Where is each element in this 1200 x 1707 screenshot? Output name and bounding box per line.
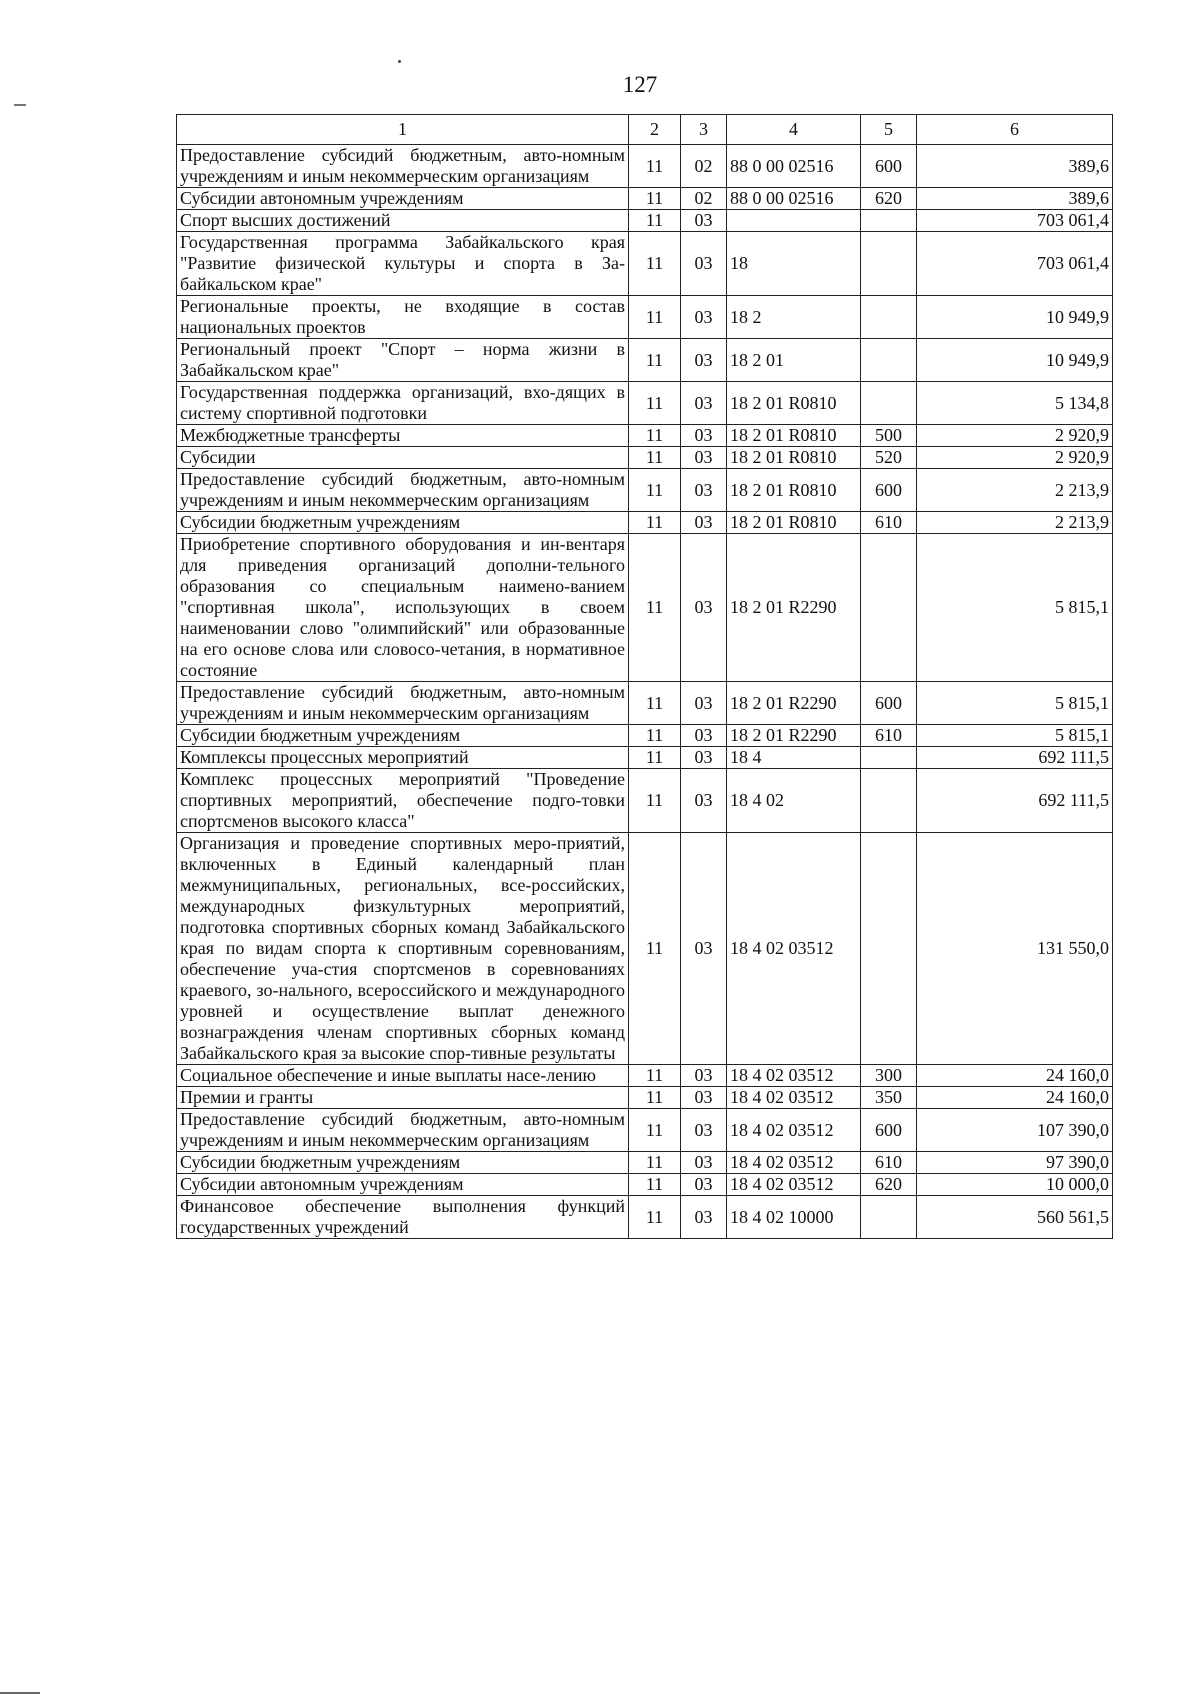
row-name-cell: Предоставление субсидий бюджетным, авто-номным учреждениям и иным некоммерческим организациям [177, 682, 629, 725]
row-name-cell: Субсидии бюджетным учреждениям [177, 512, 629, 534]
subsection-cell: 03 [681, 447, 727, 469]
amount-cell: 2 920,9 [917, 447, 1113, 469]
row-name-cell: Предоставление субсидий бюджетным, авто-номным учреждениям и иным некоммерческим организациям [177, 145, 629, 188]
amount-cell: 2 920,9 [917, 425, 1113, 447]
scan-speck [398, 60, 401, 63]
table-row [177, 425, 1113, 447]
table-row [177, 1174, 1113, 1196]
section-cell: 11 [629, 469, 681, 512]
row-name-cell: Спорт высших достижений [177, 210, 629, 232]
table-row [177, 1087, 1113, 1109]
target-article-cell: 18 2 01 [727, 339, 861, 382]
expense-type-cell [861, 382, 917, 425]
row-name-cell: Организация и проведение спортивных меро-приятий, включенных в Единый календарный план межмуниципальных, региональных, все-российских, международных физкультурных мероприятий, подготовка спортивных сборных команд Забайкальского края по видам спорта к спортивным соревнованиям, обеспечение уча-стия спортсменов в соревнованиях краевого, зо-нального, всероссийского и международного уровней и осуществление выплат денежного вознаграждения членам спортивных сборных команд Забайкальского края за высокие спор-тивные результаты [177, 833, 629, 1065]
table-row [177, 1196, 1113, 1239]
amount-cell: 107 390,0 [917, 1109, 1113, 1152]
amount-cell: 24 160,0 [917, 1087, 1113, 1109]
amount-cell: 5 815,1 [917, 534, 1113, 682]
section-cell: 11 [629, 188, 681, 210]
table-row [177, 725, 1113, 747]
target-article-cell: 18 2 01 R0810 [727, 382, 861, 425]
amount-cell: 703 061,4 [917, 232, 1113, 296]
expense-type-cell: 610 [861, 1152, 917, 1174]
target-article-cell: 18 2 01 R0810 [727, 425, 861, 447]
row-name-cell: Государственная поддержка организаций, вхо-дящих в систему спортивной подготовки [177, 382, 629, 425]
section-cell: 11 [629, 210, 681, 232]
target-article-cell: 18 4 02 03512 [727, 1152, 861, 1174]
expense-type-cell: 600 [861, 145, 917, 188]
target-article-cell: 18 2 01 R2290 [727, 725, 861, 747]
expense-type-cell [861, 769, 917, 833]
header-cell-1: 1 [177, 115, 629, 145]
expense-type-cell [861, 296, 917, 339]
amount-cell: 692 111,5 [917, 747, 1113, 769]
section-cell: 11 [629, 447, 681, 469]
expense-type-cell: 620 [861, 1174, 917, 1196]
row-name-cell: Предоставление субсидий бюджетным, авто-номным учреждениям и иным некоммерческим организациям [177, 1109, 629, 1152]
section-cell: 11 [629, 769, 681, 833]
row-name-cell: Субсидии [177, 447, 629, 469]
expense-type-cell: 520 [861, 447, 917, 469]
scan-edge-mark [0, 1692, 40, 1694]
amount-cell: 10 949,9 [917, 296, 1113, 339]
section-cell: 11 [629, 145, 681, 188]
subsection-cell: 03 [681, 425, 727, 447]
target-article-cell: 18 2 01 R0810 [727, 512, 861, 534]
subsection-cell: 03 [681, 1065, 727, 1087]
target-article-cell: 18 4 02 03512 [727, 1109, 861, 1152]
table-body [177, 115, 1113, 1239]
row-name-cell: Приобретение спортивного оборудования и ин-вентаря для приведения организаций дополни-тельного образования со специальным наимено-ванием "спортивная школа", использующих в своем наименовании слово "олимпийский" или образованные на его основе слова или словосо-четания, в нормативное состояние [177, 534, 629, 682]
expense-type-cell [861, 833, 917, 1065]
target-article-cell: 18 4 02 03512 [727, 1065, 861, 1087]
subsection-cell: 02 [681, 145, 727, 188]
row-name-cell: Комплексы процессных мероприятий [177, 747, 629, 769]
expense-type-cell [861, 210, 917, 232]
section-cell: 11 [629, 534, 681, 682]
expense-type-cell [861, 339, 917, 382]
target-article-cell: 18 2 01 R2290 [727, 534, 861, 682]
header-cell-6: 6 [917, 115, 1113, 145]
row-name-cell: Государственная программа Забайкальского края "Развитие физической культуры и спорта в За-байкальском крае" [177, 232, 629, 296]
amount-cell: 5 815,1 [917, 682, 1113, 725]
amount-cell: 131 550,0 [917, 833, 1113, 1065]
amount-cell: 5 815,1 [917, 725, 1113, 747]
subsection-cell: 03 [681, 296, 727, 339]
section-cell: 11 [629, 747, 681, 769]
table-row [177, 833, 1113, 1065]
target-article-cell: 18 2 01 R2290 [727, 682, 861, 725]
row-name-cell: Субсидии автономным учреждениям [177, 188, 629, 210]
target-article-cell: 18 4 [727, 747, 861, 769]
expense-type-cell [861, 747, 917, 769]
header-cell-3: 3 [681, 115, 727, 145]
subsection-cell: 03 [681, 534, 727, 682]
section-cell: 11 [629, 682, 681, 725]
header-cell-2: 2 [629, 115, 681, 145]
section-cell: 11 [629, 232, 681, 296]
amount-cell: 2 213,9 [917, 512, 1113, 534]
row-name-cell: Социальное обеспечение и иные выплаты насе-лению [177, 1065, 629, 1087]
amount-cell: 10 000,0 [917, 1174, 1113, 1196]
row-name-cell: Субсидии бюджетным учреждениям [177, 725, 629, 747]
amount-cell: 97 390,0 [917, 1152, 1113, 1174]
row-name-cell: Региональный проект "Спорт – норма жизни в Забайкальском крае" [177, 339, 629, 382]
subsection-cell: 03 [681, 1087, 727, 1109]
target-article-cell: 18 2 01 R0810 [727, 447, 861, 469]
table-row [177, 512, 1113, 534]
section-cell: 11 [629, 296, 681, 339]
section-cell: 11 [629, 1087, 681, 1109]
subsection-cell: 03 [681, 232, 727, 296]
row-name-cell: Премии и гранты [177, 1087, 629, 1109]
subsection-cell: 03 [681, 1109, 727, 1152]
subsection-cell: 03 [681, 769, 727, 833]
expense-type-cell: 350 [861, 1087, 917, 1109]
expense-type-cell: 500 [861, 425, 917, 447]
table-row [177, 1152, 1113, 1174]
row-name-cell: Субсидии автономным учреждениям [177, 1174, 629, 1196]
subsection-cell: 03 [681, 512, 727, 534]
amount-cell: 389,6 [917, 188, 1113, 210]
expense-type-cell: 610 [861, 512, 917, 534]
amount-cell: 692 111,5 [917, 769, 1113, 833]
subsection-cell: 03 [681, 382, 727, 425]
row-name-cell: Межбюджетные трансферты [177, 425, 629, 447]
subsection-cell: 03 [681, 747, 727, 769]
section-cell: 11 [629, 1152, 681, 1174]
scan-speck [14, 104, 26, 106]
header-cell-4: 4 [727, 115, 861, 145]
amount-cell: 389,6 [917, 145, 1113, 188]
table-row [177, 447, 1113, 469]
subsection-cell: 03 [681, 210, 727, 232]
target-article-cell: 18 2 01 R0810 [727, 469, 861, 512]
page-number: 127 [622, 72, 658, 97]
table-row [177, 769, 1113, 833]
target-article-cell: 18 2 [727, 296, 861, 339]
table-row [177, 682, 1113, 725]
table-row [177, 1065, 1113, 1087]
amount-cell: 703 061,4 [917, 210, 1113, 232]
subsection-cell: 03 [681, 682, 727, 725]
target-article-cell: 88 0 00 02516 [727, 188, 861, 210]
subsection-cell: 03 [681, 1152, 727, 1174]
subsection-cell: 03 [681, 1174, 727, 1196]
subsection-cell: 03 [681, 339, 727, 382]
subsection-cell: 03 [681, 833, 727, 1065]
target-article-cell: 18 4 02 10000 [727, 1196, 861, 1239]
table-row [177, 210, 1113, 232]
subsection-cell: 03 [681, 1196, 727, 1239]
amount-cell: 10 949,9 [917, 339, 1113, 382]
target-article-cell: 18 4 02 [727, 769, 861, 833]
target-article-cell: 18 [727, 232, 861, 296]
row-name-cell: Предоставление субсидий бюджетным, авто-номным учреждениям и иным некоммерческим организациям [177, 469, 629, 512]
section-cell: 11 [629, 382, 681, 425]
target-article-cell: 18 4 02 03512 [727, 833, 861, 1065]
section-cell: 11 [629, 833, 681, 1065]
row-name-cell: Комплекс процессных мероприятий "Проведение спортивных мероприятий, обеспечение подго-товки спортсменов высокого класса" [177, 769, 629, 833]
expense-type-cell [861, 534, 917, 682]
amount-cell: 5 134,8 [917, 382, 1113, 425]
section-cell: 11 [629, 1065, 681, 1087]
table-row [177, 1109, 1113, 1152]
row-name-cell: Субсидии бюджетным учреждениям [177, 1152, 629, 1174]
expense-type-cell: 600 [861, 469, 917, 512]
target-article-cell: 18 4 02 03512 [727, 1174, 861, 1196]
expense-type-cell: 620 [861, 188, 917, 210]
table-row [177, 382, 1113, 425]
header-row [177, 115, 1113, 145]
row-name-cell: Финансовое обеспечение выполнения функций государственных учреждений [177, 1196, 629, 1239]
target-article-cell: 18 4 02 03512 [727, 1087, 861, 1109]
amount-cell: 24 160,0 [917, 1065, 1113, 1087]
target-article-cell [727, 210, 861, 232]
section-cell: 11 [629, 1174, 681, 1196]
expense-type-cell: 600 [861, 1109, 917, 1152]
expense-type-cell [861, 1196, 917, 1239]
header-cell-5: 5 [861, 115, 917, 145]
expense-type-cell: 600 [861, 682, 917, 725]
subsection-cell: 03 [681, 469, 727, 512]
target-article-cell: 88 0 00 02516 [727, 145, 861, 188]
table-row [177, 188, 1113, 210]
expense-type-cell: 300 [861, 1065, 917, 1087]
table-row [177, 534, 1113, 682]
table-row [177, 145, 1113, 188]
table-row [177, 469, 1113, 512]
section-cell: 11 [629, 512, 681, 534]
subsection-cell: 03 [681, 725, 727, 747]
expense-type-cell: 610 [861, 725, 917, 747]
section-cell: 11 [629, 1196, 681, 1239]
table-row [177, 296, 1113, 339]
section-cell: 11 [629, 425, 681, 447]
subsection-cell: 02 [681, 188, 727, 210]
table-row [177, 232, 1113, 296]
table-row [177, 339, 1113, 382]
expense-type-cell [861, 232, 917, 296]
budget-table [176, 114, 1113, 1239]
section-cell: 11 [629, 339, 681, 382]
row-name-cell: Региональные проекты, не входящие в состав национальных проектов [177, 296, 629, 339]
section-cell: 11 [629, 725, 681, 747]
table-row [177, 747, 1113, 769]
amount-cell: 2 213,9 [917, 469, 1113, 512]
amount-cell: 560 561,5 [917, 1196, 1113, 1239]
section-cell: 11 [629, 1109, 681, 1152]
